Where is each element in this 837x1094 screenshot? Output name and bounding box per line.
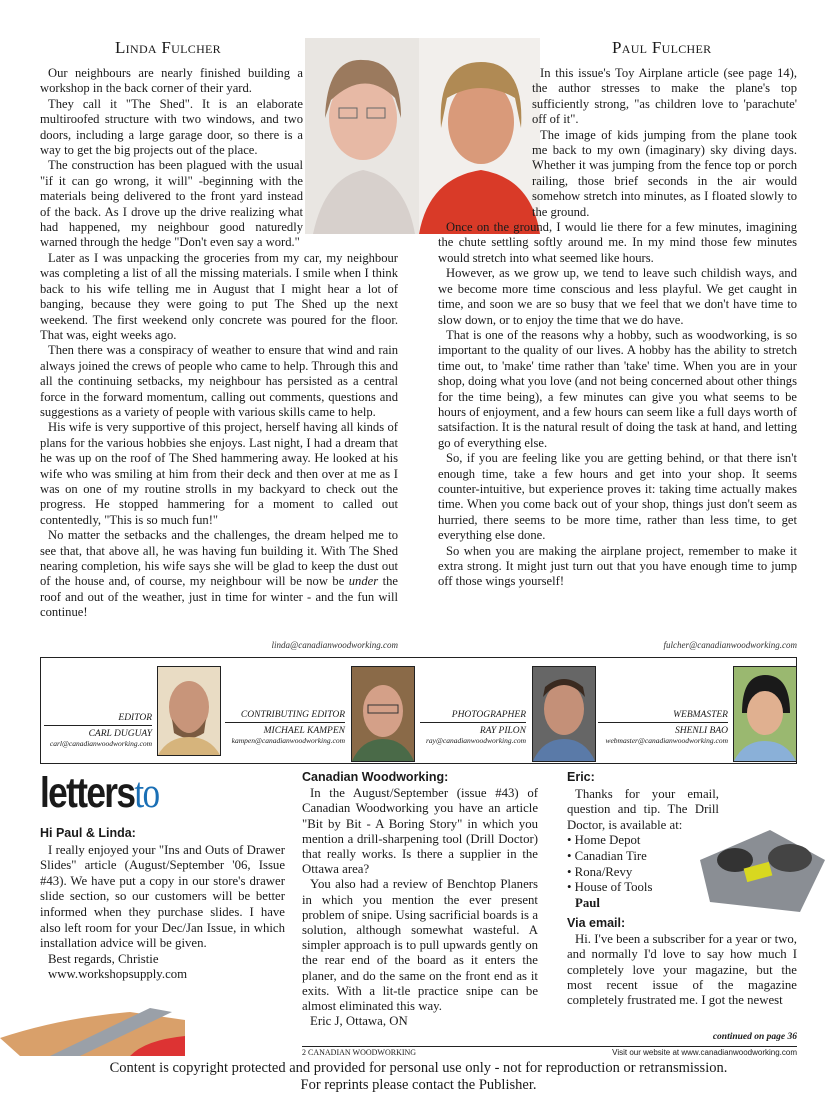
paragraph: So, if you are feeling like you are getting behind, or that there isn't enough time, take a few hours and get into your shop. It seems counter-intuitive, but experience proves it: taking time actually makes time. When you come back out of your shop, things just don't seem as hurried, there seems to be more time, rather than less time, to get everything else done.: [438, 451, 797, 543]
footer-rule: [302, 1046, 797, 1047]
paragraph: That is one of the reasons why a hobby, such as woodworking, is so important to the quality of our lives. A hobby has the ability to stretch time out, to 'make' time rather than 'take' time. When you are in your shop, doing what you love (and not being concerned about other things for the time being), a few minutes can give you what seems to be hours of enjoyment, and a few hours can seem like a full days worth of satsifaction. It is the natural result of doing the task at hand, and letting go of everything else.: [438, 327, 797, 450]
paragraph: So when you are making the airplane project, remember to make it extra strong. It might just turn out that you have enough time to jump off those wings yourself!: [438, 543, 797, 589]
signature: Best regards, Christie: [48, 951, 159, 966]
logo-part: letters: [40, 769, 135, 817]
paragraph: They call it "The Shed". It is an elaborate multiroofed structure with two windows, and two doors, including a large garage door, so there is a way to get the big projects out of the place.: [40, 96, 303, 158]
staff-contributing-editor: [225, 710, 345, 745]
list-item: • Home Depot: [567, 833, 641, 848]
paragraph: You also had a review of Benchtop Planers in which you mention the ever present problem of snipe. Using sacrificial boards is a solution, although somewhat wasteful. A simpler approach is to pull upwards gently on the rear end of the board as it enters the planer, and do the same on the front end as it exits. With a lit-tle practice snipe can be almost eliminated this way.: [302, 877, 538, 1014]
copyright-notice: Content is copyright protected and provided for personal use only - not for reproduction or retransmission.: [109, 1060, 728, 1076]
linda-column: [40, 66, 398, 621]
staff-editor: [44, 713, 152, 748]
photo-spacer: [438, 66, 532, 220]
text: No matter the setbacks and the challenges, the dream helped me to see that, that above all, he was having fun building it. With The Shed nearing completion, his wife says she will be glad to keep the dust out of the house and, of course, my neighbour will be now be: [40, 528, 398, 589]
staff-email[interactable]: webmaster@canadianwoodworking.com: [605, 736, 728, 745]
letter-heading: Canadian Woodworking:: [302, 770, 449, 784]
ray-pilon-photo: [532, 666, 596, 762]
list-item: • House of Tools: [567, 880, 653, 895]
letter-reply-eric: [567, 770, 797, 911]
emphasis: under: [348, 574, 379, 589]
paragraph: Our neighbours are nearly finished building a workshop in the back corner of their yard.: [40, 66, 303, 96]
paragraph: Later as I was unpacking the groceries from my car, my neighbour was completing a list of all the missing materials. I smile when I think back to his wife telling me in August that I might hear a lot of banging, because they were going to put The Shed up the next weekend. The first weekend only concrete was poured for the floor. That was, eight weeks ago.: [40, 250, 398, 342]
staff-name: CARL DUGUAY: [88, 729, 152, 739]
staff-role: WEBMASTER: [598, 710, 728, 723]
staff-webmaster: [598, 710, 728, 745]
staff-role: PHOTOGRAPHER: [420, 710, 526, 723]
paragraph: The construction has been plagued with the usual "if it can go wrong, it will" -beginning with the materials being delivered to the front yard instead of the back. As I drove up the drive realizing what had happened, my neighbour good naturedly warned through the hedge "Don't even say a word.": [40, 158, 303, 250]
drawer-slide-photo: [0, 1008, 185, 1056]
linda-email[interactable]: linda@canadianwoodworking.com: [271, 640, 398, 650]
letter-heading: Via email:: [567, 916, 626, 930]
staff-email[interactable]: carl@canadianwoodworking.com: [49, 739, 152, 748]
paragraph: Once on the ground, I would lie there for a few minutes, imagining the chute settling softly around me. In my mind those few minutes would stretch into what seemed like hours.: [438, 220, 797, 265]
paragraph: In this issue's Toy Airplane article (see page 14), the author stresses to make the plane's top sufficiently strong, "as children love to 'parachute' off of it".: [532, 66, 797, 127]
staff-name: RAY PILON: [479, 726, 526, 736]
logo-part: to: [134, 770, 159, 817]
paragraph: Hi. I've been a subscriber for a year or two, and normally I'd love to say how much I completely love your magazine, but the most recent issue of the magazine completely frustrated me. I got the newest: [567, 932, 797, 1008]
continued-note: continued on page 36: [712, 1032, 797, 1042]
signature: Paul: [575, 895, 600, 910]
website-note[interactable]: Visit our website at www.canadianwoodworking.com: [612, 1048, 797, 1057]
paul-column: [438, 66, 797, 590]
letter-eric: [302, 770, 538, 1029]
letter-via-email: [567, 916, 797, 1008]
michael-kampen-photo: [351, 666, 415, 762]
reprints-notice: For reprints please contact the Publisher.: [300, 1077, 537, 1093]
letter-heading: Eric:: [567, 770, 595, 784]
paragraph: Then there was a conspiracy of weather to ensure that wind and rain always joined the crews of people who came to help. Through this and all the continuing setbacks, my neighbour has persisted as a central force in the forward momentum, calling out comments, questions and suggestions as a variety of people with various skills came to help.: [40, 343, 398, 419]
letter-heading: Hi Paul & Linda:: [40, 826, 136, 840]
staff-role: CONTRIBUTING EDITOR: [225, 710, 345, 723]
paragraph: I really enjoyed your "Ins and Outs of Drawer Slides" article (August/September '06, Issue #43). We have put a copy in our store's drawer slide section, so our customers will be better informed when they purchase slides. I have also left room for your Dec/Jan Issue, in which installation advice will be given.: [40, 842, 285, 951]
letter-christie: [40, 826, 285, 983]
text: the roof and out of the weather, just in time for winter - and the fun will continue!: [40, 574, 398, 620]
staff-name: MICHAEL KAMPEN: [263, 726, 345, 736]
carl-duguay-photo: [157, 666, 221, 756]
list-item: • Canadian Tire: [567, 848, 647, 863]
staff-email[interactable]: kampen@canadianwoodworking.com: [231, 736, 345, 745]
paragraph: Thanks for your email, question and tip. The Drill Doctor, is available at:: [567, 786, 719, 832]
paragraph: In the August/September (issue #43) of Canadian Woodworking you have an article "Bit by Bit - A Boring Story" in which you mention a drill-sharpening tool (Drill Doctor) that really works. Is there a supplier in the Ottawa area?: [302, 786, 538, 877]
photo-spacer: [303, 66, 398, 234]
paragraph: His wife is very supportive of this project, herself having all kinds of plans for the various hobbies she enjoys. Last night, I had a dream that he was up on the roof of The Shed hammering away. He looked at his wife who was smiling at him from their deck and then over at me as I was on one of my routine strolls in my backyard to check out the progress. He stopped hammering for a moment to called out contentedly, "This is so much fun!": [40, 420, 398, 527]
paragraph: However, as we grow up, we tend to leave such childish ways, and we become more time conscious and less playful. We get caught in time, and soon we are so busy that we feel that we don't have time to slow down, or to enjoy the time that we do have.: [438, 266, 797, 327]
letters-logo: [40, 770, 159, 817]
page-folio: 2 CANADIAN WOODWORKING: [302, 1048, 417, 1057]
staff-email[interactable]: ray@canadianwoodworking.com: [425, 736, 526, 745]
signature: Eric J, Ottawa, ON: [310, 1014, 408, 1029]
list-item: • Rona/Revy: [567, 864, 633, 879]
staff-role: EDITOR: [44, 713, 152, 726]
paul-heading: Paul Fulcher: [612, 38, 712, 57]
linda-heading: Linda Fulcher: [115, 38, 221, 57]
paragraph: The image of kids jumping from the plane took me back to my own (imaginary) sky diving days. Whether it was jumping from the fence top or porch railing, those brief seconds in the air would somehow stretch into minutes, as I floated slowly to the ground.: [532, 127, 797, 219]
shenli-bao-photo: [733, 666, 797, 762]
signature: www.workshopsupply.com: [48, 967, 188, 982]
staff-photographer: [420, 710, 526, 745]
paul-email[interactable]: fulcher@canadianwoodworking.com: [663, 640, 797, 650]
paragraph: [40, 528, 398, 620]
staff-name: SHENLI BAO: [674, 726, 728, 736]
